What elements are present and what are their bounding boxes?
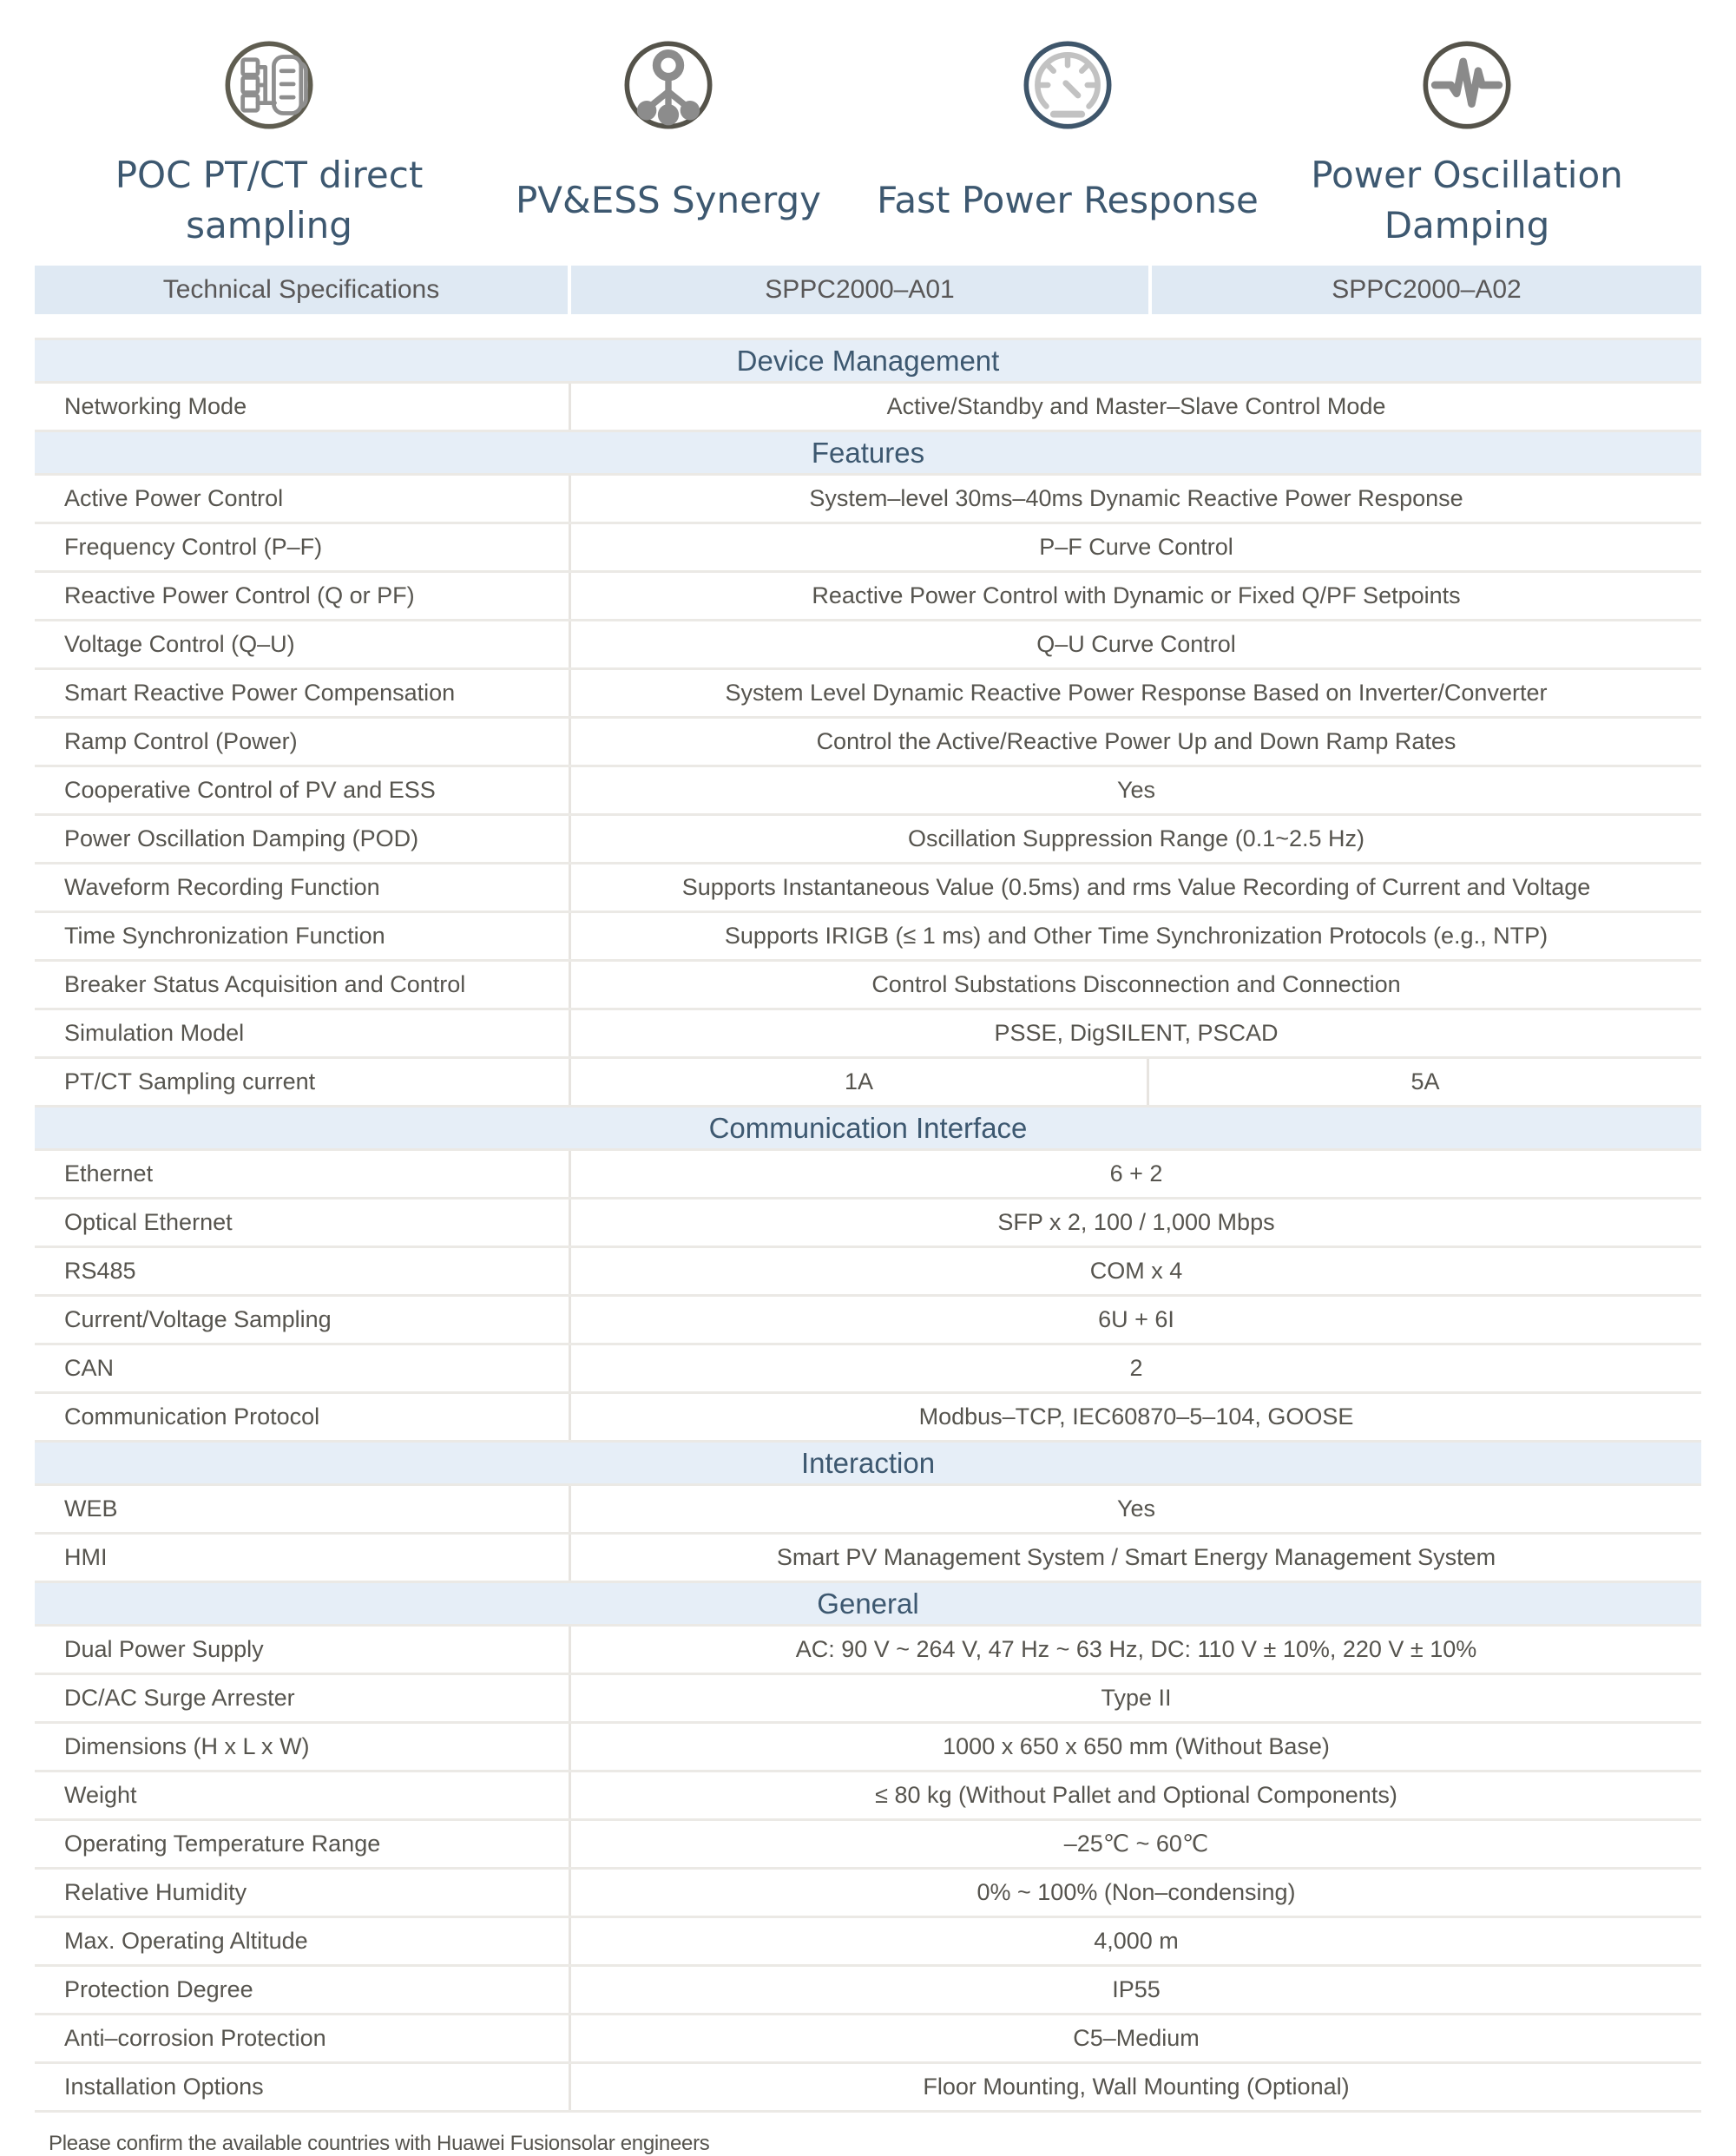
spec-label: Anti–corrosion Protection — [35, 2015, 571, 2061]
spec-value: Active/Standby and Master–Slave Control Mode — [886, 393, 1386, 419]
spec-row — [35, 1391, 1701, 1440]
spec-value: Yes — [1116, 777, 1156, 803]
spec-value: Smart PV Management System / Smart Energy Management System — [776, 1544, 1496, 1570]
spec-value: 6 + 2 — [1109, 1160, 1163, 1186]
spec-label: Smart Reactive Power Compensation — [35, 670, 571, 716]
spec-value: ≤ 80 kg (Without Pallet and Optional Components) — [875, 1782, 1397, 1808]
spec-value: IP55 — [1112, 1976, 1161, 2002]
feature-title: Fast Power Response — [877, 179, 1259, 222]
feature-highlights — [0, 0, 1736, 259]
spec-label: Ramp Control (Power) — [35, 719, 571, 765]
spec-row — [35, 667, 1701, 716]
spec-row — [35, 619, 1701, 667]
spec-row — [35, 381, 1701, 430]
spec-row — [35, 1197, 1701, 1246]
spec-label: Operating Temperature Range — [35, 1821, 571, 1867]
spec-value: COM x 4 — [1089, 1258, 1183, 1284]
feature-title: PV&ESS Synergy — [515, 179, 822, 222]
spec-value: 2 — [1129, 1355, 1143, 1381]
spec-label: Max. Operating Altitude — [35, 1918, 571, 1964]
spec-row — [35, 1916, 1701, 1964]
header-technical-specifications: Technical Specifications — [35, 266, 571, 314]
spec-label: Dual Power Supply — [35, 1627, 571, 1673]
spec-value: Modbus–TCP, IEC60870–5–104, GOOSE — [918, 1403, 1354, 1430]
feature-title: Power Oscillation Damping — [1311, 154, 1623, 246]
spec-label: WEB — [35, 1486, 571, 1532]
section-header: Interaction — [35, 1440, 1701, 1483]
spec-label: Cooperative Control of PV and ESS — [35, 767, 571, 813]
spec-label: HMI — [35, 1535, 571, 1581]
section-header: General — [35, 1581, 1701, 1624]
feature-power-oscillation-damping — [1267, 40, 1667, 259]
spec-value: System–level 30ms–40ms Dynamic Reactive Power Response — [809, 485, 1463, 511]
spec-label: RS485 — [35, 1248, 571, 1294]
footer-note: Please confirm the available countries with Huawei Fusionsolar engineers — [49, 2132, 710, 2155]
spec-row — [35, 1246, 1701, 1294]
spec-value: Control the Active/Reactive Power Up and Down Ramp Rates — [816, 728, 1457, 754]
pv-ess-synergy-icon — [623, 40, 713, 130]
spec-label: Communication Protocol — [35, 1394, 571, 1440]
spec-value: 0% ~ 100% (Non–condensing) — [976, 1879, 1296, 1905]
poc-pt-ct-sampling-icon — [224, 40, 314, 130]
spec-row — [35, 1343, 1701, 1391]
spec-row — [35, 570, 1701, 619]
spec-label: PT/CT Sampling current — [35, 1059, 571, 1105]
feature-title: POC PT/CT direct sampling — [115, 154, 424, 246]
spec-value: 6U + 6I — [1098, 1306, 1174, 1332]
spec-value: Type II — [1101, 1685, 1172, 1711]
power-oscillation-damping-icon — [1422, 40, 1512, 130]
spec-row — [35, 1148, 1701, 1197]
spec-value: Supports Instantaneous Value (0.5ms) and rms Value Recording of Current and Voltage — [681, 874, 1591, 900]
spec-row — [35, 2013, 1701, 2061]
feature-poc-sampling — [69, 40, 469, 259]
spec-value: 1000 x 650 x 650 mm (Without Base) — [943, 1733, 1330, 1759]
spec-label: Protection Degree — [35, 1967, 571, 2013]
spec-value: SFP x 2, 100 / 1,000 Mbps — [997, 1209, 1275, 1235]
spec-table — [35, 266, 1701, 2113]
spec-value: System Level Dynamic Reactive Power Response Based on Inverter/Converter — [725, 680, 1548, 706]
spec-row — [35, 1964, 1701, 2013]
spec-label: Active Power Control — [35, 476, 571, 522]
fast-power-response-icon — [1023, 40, 1113, 130]
spec-label: Current/Voltage Sampling — [35, 1297, 571, 1343]
spec-label: CAN — [35, 1345, 571, 1391]
spec-label: Power Oscillation Damping (POD) — [35, 816, 571, 862]
spec-row — [35, 2061, 1701, 2113]
header-model-a02: SPPC2000–A02 — [1332, 275, 1522, 304]
header-model-a01: SPPC2000–A01 — [571, 266, 1152, 314]
section-header: Communication Interface — [35, 1105, 1701, 1148]
spec-value: Q–U Curve Control — [1036, 631, 1236, 657]
section-header: Features — [35, 430, 1701, 473]
spec-value: Supports IRIGB (≤ 1 ms) and Other Time Synchronization Protocols (e.g., NTP) — [724, 923, 1549, 949]
spec-label: Installation Options — [35, 2064, 571, 2110]
spec-label: Breaker Status Acquisition and Control — [35, 962, 571, 1008]
spec-row — [35, 1673, 1701, 1721]
spec-row — [35, 1294, 1701, 1343]
spec-row — [35, 1770, 1701, 1818]
spec-value: PSSE, DigSILENT, PSCAD — [994, 1020, 1279, 1046]
spec-value: C5–Medium — [1073, 2025, 1200, 2051]
spec-row — [35, 522, 1701, 570]
spec-value: 4,000 m — [1094, 1928, 1179, 1954]
spec-label: Dimensions (H x L x W) — [35, 1724, 571, 1770]
spec-label: DC/AC Surge Arrester — [35, 1675, 571, 1721]
spec-row — [35, 862, 1701, 910]
spec-row — [35, 813, 1701, 862]
spec-row — [35, 1867, 1701, 1916]
spec-label: Simulation Model — [35, 1010, 571, 1056]
spec-value-a01: 1A — [571, 1059, 1149, 1105]
spec-row — [35, 1056, 1701, 1105]
spec-value: Reactive Power Control with Dynamic or Fixed Q/PF Setpoints — [812, 582, 1461, 608]
spec-row — [35, 1721, 1701, 1770]
spec-value: Control Substations Disconnection and Connection — [871, 971, 1401, 997]
spec-value: Floor Mounting, Wall Mounting (Optional) — [923, 2074, 1350, 2100]
spec-label: Relative Humidity — [35, 1870, 571, 1916]
feature-fast-power-response — [868, 40, 1267, 259]
spec-row — [35, 1818, 1701, 1867]
spec-row — [35, 1008, 1701, 1056]
spec-value: Oscillation Suppression Range (0.1~2.5 Hz) — [907, 825, 1365, 851]
section-header: Device Management — [35, 338, 1701, 381]
spec-row — [35, 1483, 1701, 1532]
spec-label: Waveform Recording Function — [35, 864, 571, 910]
spec-row — [35, 716, 1701, 765]
spec-label: Time Synchronization Function — [35, 913, 571, 959]
spec-row — [35, 1532, 1701, 1581]
feature-pv-ess-synergy — [469, 40, 868, 259]
spec-label: Ethernet — [35, 1151, 571, 1197]
spec-label: Optical Ethernet — [35, 1200, 571, 1246]
spec-row — [35, 910, 1701, 959]
table-header-row — [35, 266, 1701, 314]
spec-label: Voltage Control (Q–U) — [35, 621, 571, 667]
spec-value: –25℃ ~ 60℃ — [1063, 1831, 1209, 1857]
spec-table-body — [35, 338, 1701, 2113]
spec-label: Frequency Control (P–F) — [35, 524, 571, 570]
spec-value-a02: 5A — [1410, 1068, 1440, 1094]
spec-row — [35, 473, 1701, 522]
spec-label: Networking Mode — [35, 384, 571, 430]
spec-row — [35, 1624, 1701, 1673]
spec-value: AC: 90 V ~ 264 V, 47 Hz ~ 63 Hz, DC: 110 V ± 10%, 220 V ± 10% — [795, 1636, 1477, 1662]
spec-row — [35, 765, 1701, 813]
spec-label: Weight — [35, 1772, 571, 1818]
spec-value: P–F Curve Control — [1039, 534, 1233, 560]
spec-label: Reactive Power Control (Q or PF) — [35, 573, 571, 619]
spec-row — [35, 959, 1701, 1008]
spec-value: Yes — [1116, 1495, 1156, 1522]
